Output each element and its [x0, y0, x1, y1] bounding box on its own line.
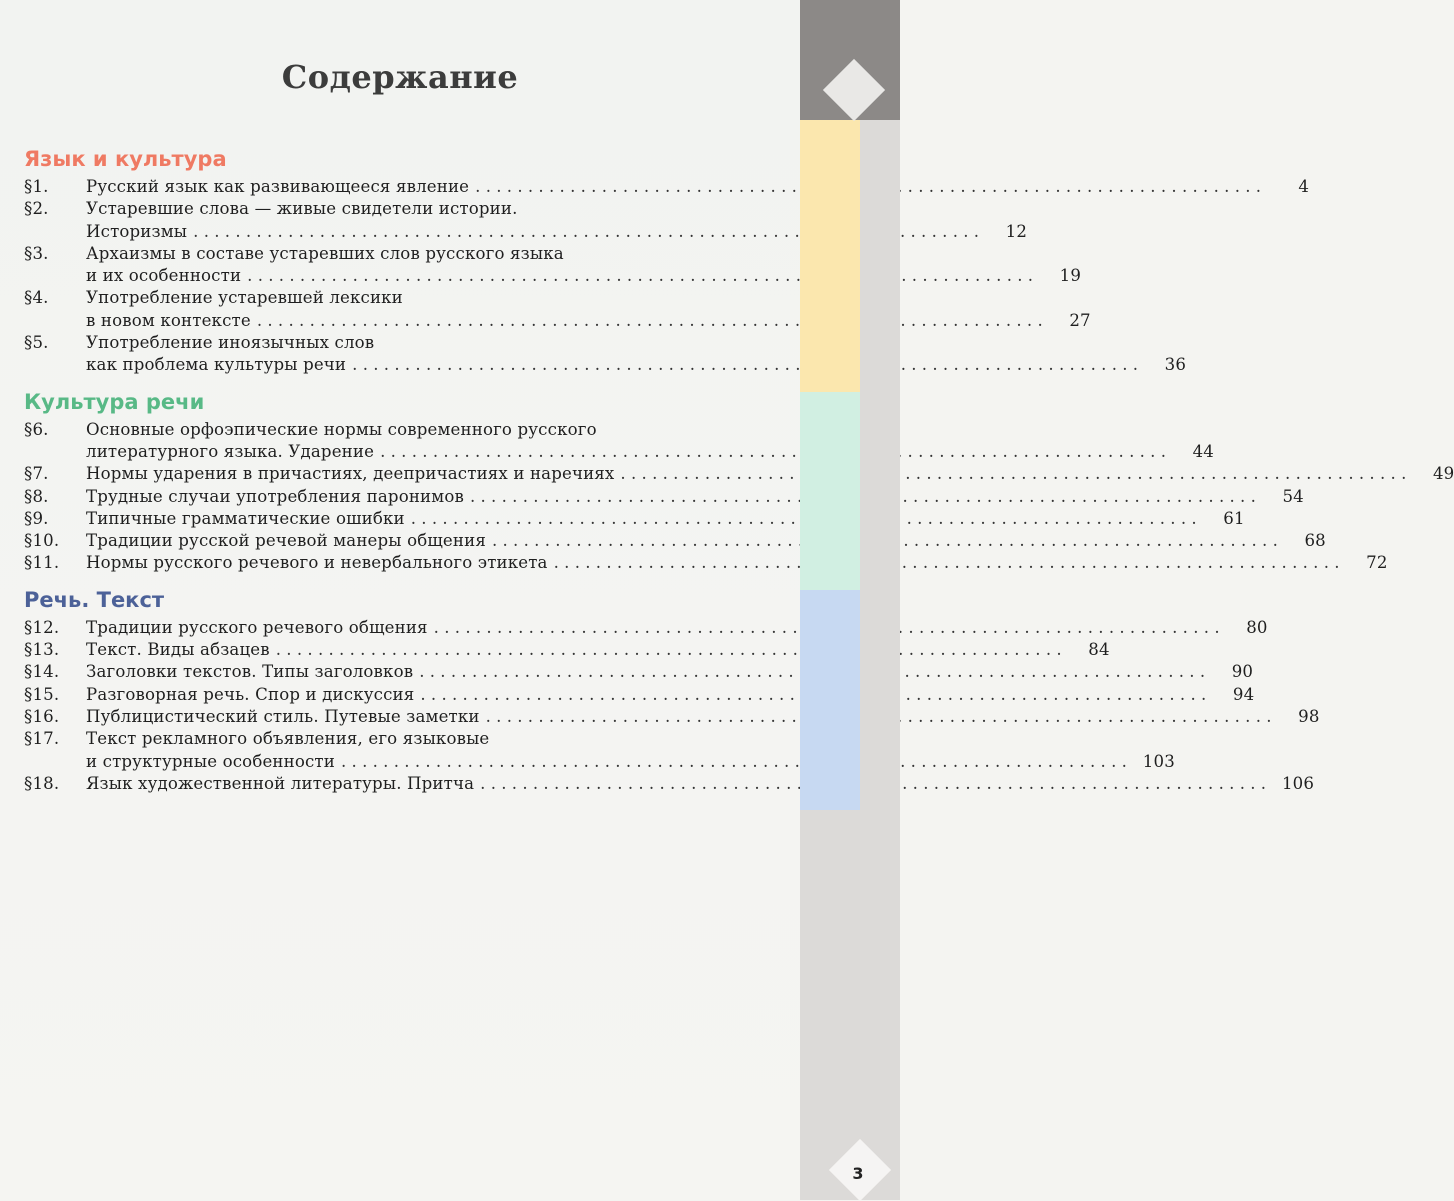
- entry-page-number: 61: [1223, 508, 1245, 528]
- paragraph-number: §15.: [24, 684, 60, 704]
- entry-title-line: Текст. Виды абзацев: [86, 640, 270, 660]
- paragraph-number: §2.: [24, 199, 49, 219]
- leader-dots: [620, 463, 1406, 485]
- table-of-contents: [24, 142, 1454, 795]
- paragraph-number: §10.: [24, 531, 60, 551]
- leader-dots: [352, 354, 1138, 376]
- side-margin-decoration: [800, 0, 900, 1200]
- paragraph-number: §9.: [24, 508, 49, 528]
- entry-page-number: 27: [1069, 310, 1091, 330]
- entry-title-line: Архаизмы в составе устаревших слов русского языка: [86, 243, 564, 263]
- entry-title-line: в новом контексте: [86, 310, 251, 330]
- entry-title-line: литературного языка. Ударение: [86, 441, 375, 461]
- entry-title-line: Текст рекламного объявления, его языковые: [86, 729, 490, 749]
- entry-page-number: 80: [1246, 617, 1268, 637]
- toc-entry[interactable]: [24, 176, 1310, 198]
- leader-dots: [380, 441, 1166, 463]
- entry-page-number: 12: [1005, 221, 1028, 241]
- toc-entry[interactable]: [24, 243, 1082, 288]
- toc-entry[interactable]: [24, 706, 1320, 728]
- entry-title-line: Русский язык как развивающееся явление: [86, 177, 470, 196]
- paragraph-number: §8.: [24, 486, 49, 506]
- paragraph-number: §4.: [24, 288, 49, 308]
- entry-page-number: 94: [1232, 684, 1255, 704]
- paragraph-number: §18.: [24, 773, 60, 793]
- entry-title-line: Публицистический стиль. Путевые заметки: [86, 706, 480, 726]
- entry-page-number: 90: [1231, 662, 1254, 682]
- entry-title-line: Традиции русской речевой манеры общения: [86, 531, 486, 551]
- section-heading: Язык и культура: [24, 147, 227, 171]
- entry-title-line: Заголовки текстов. Типы заголовков: [86, 662, 414, 682]
- entry-title-line: Традиции русского речевого общения: [86, 617, 428, 637]
- toc-entry[interactable]: [24, 530, 1326, 552]
- paragraph-number: §7.: [24, 464, 49, 484]
- toc-entry[interactable]: [24, 773, 1315, 795]
- entry-title-line: и их особенности: [86, 266, 242, 286]
- entry-title-line: Историзмы: [86, 221, 188, 241]
- toc-entry[interactable]: [24, 332, 1187, 377]
- toc-entry[interactable]: [24, 617, 1268, 639]
- paragraph-number: §1.: [24, 177, 49, 196]
- entry-page-number: 19: [1059, 266, 1082, 286]
- paragraph-number: §14.: [24, 662, 60, 682]
- entry-title-line: и структурные особенности: [86, 751, 335, 771]
- entry-title-line: Употребление устаревшей лексики: [86, 288, 403, 308]
- toc-entry[interactable]: [24, 552, 1388, 574]
- entry-page-number: 54: [1282, 486, 1304, 506]
- entry-page-number: 98: [1298, 706, 1320, 726]
- entry-page-number: 103: [1142, 751, 1175, 771]
- toc-entry[interactable]: [24, 728, 1175, 773]
- leader-dots: [276, 639, 1062, 661]
- toc-entry[interactable]: [24, 661, 1254, 683]
- toc-entry[interactable]: [24, 198, 1028, 243]
- entry-title-line: Употребление иноязычных слов: [86, 333, 375, 353]
- blue-band: [800, 590, 860, 810]
- toc-entry[interactable]: [24, 684, 1255, 706]
- toc-entry[interactable]: [24, 508, 1245, 530]
- paragraph-number: §6.: [24, 419, 49, 439]
- entry-title-line: как проблема культуры речи: [86, 355, 347, 375]
- toc-entry[interactable]: [24, 463, 1454, 485]
- paragraph-number: §16.: [24, 706, 60, 726]
- paragraph-number: §13.: [24, 640, 60, 660]
- entry-title-line: Разговорная речь. Спор и дискуссия: [86, 684, 415, 704]
- entry-title-line: Нормы русского речевого и невербального этикета: [86, 553, 548, 573]
- leader-dots: [247, 265, 1033, 287]
- entry-title-line: Трудные случаи употребления паронимов: [86, 486, 464, 506]
- section-heading: Речь. Текст: [24, 587, 165, 612]
- entry-page-number: 44: [1192, 441, 1215, 461]
- page-title: Содержание: [281, 58, 519, 96]
- leader-dots: [341, 751, 1127, 773]
- entry-page-number: 106: [1281, 773, 1315, 793]
- paragraph-number: §5.: [24, 333, 49, 353]
- page-number: 3: [852, 1164, 864, 1183]
- toc-entry[interactable]: [24, 287, 1091, 332]
- toc-entry[interactable]: [24, 486, 1304, 508]
- leader-dots: [554, 552, 1340, 574]
- paragraph-number: §12.: [24, 617, 60, 637]
- paragraph-number: §17.: [24, 729, 60, 749]
- entry-page-number: 49: [1432, 464, 1454, 484]
- paragraph-number: §3.: [24, 243, 49, 263]
- entry-page-number: 68: [1304, 531, 1326, 551]
- green-band: [800, 392, 860, 590]
- entry-page-number: 84: [1088, 640, 1110, 660]
- entry-page-number: 72: [1366, 553, 1388, 573]
- leader-dots: [257, 310, 1043, 332]
- entry-page-number: 4: [1298, 177, 1310, 196]
- toc-entry[interactable]: [24, 419, 1215, 464]
- entry-title-line: Типичные грамматические ошибки: [86, 508, 405, 528]
- entry-title-line: Язык художественной литературы. Притча: [86, 773, 475, 793]
- entry-title-line: Устаревшие слова — живые свидетели истории.: [86, 199, 518, 219]
- entry-title-line: Нормы ударения в причастиях, деепричастиях и наречиях: [86, 464, 615, 484]
- paragraph-number: §11.: [24, 553, 60, 573]
- entry-page-number: 36: [1164, 355, 1187, 375]
- toc-entry[interactable]: [24, 639, 1110, 661]
- entry-title-line: Основные орфоэпические нормы современного русского: [86, 419, 597, 439]
- section-heading: Культура речи: [24, 389, 205, 414]
- yellow-band: [800, 120, 860, 392]
